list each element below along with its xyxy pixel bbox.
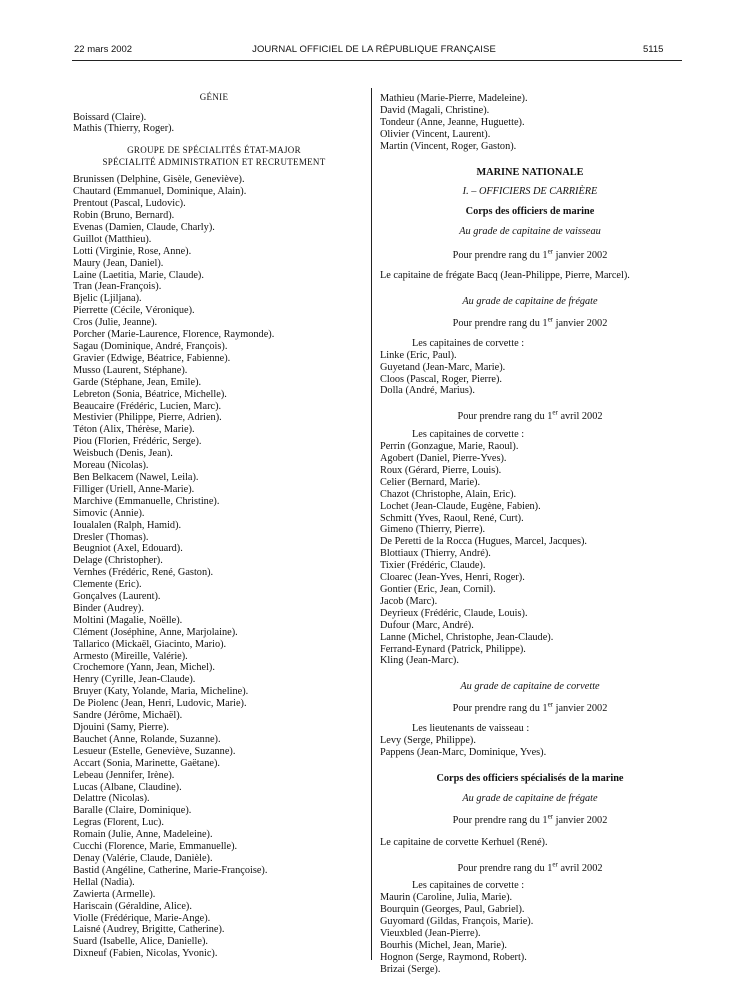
- list-item: Cros (Julie, Jeanne).: [73, 317, 158, 329]
- list-item: Beugniot (Axel, Edouard).: [73, 543, 183, 555]
- list-item: Boissard (Claire).: [73, 111, 147, 123]
- list-item: Crochemore (Yann, Jean, Michel).: [73, 662, 215, 674]
- list-item: Linke (Eric, Paul).: [380, 349, 457, 361]
- list-item: Dufour (Marc, André).: [380, 619, 474, 631]
- list-item: Brunissen (Delphine, Gisèle, Geneviève).: [73, 174, 245, 186]
- list-item: Delattre (Nicolas).: [73, 793, 150, 805]
- list-item: Bastid (Angéline, Catherine, Marie-Françoise).: [73, 864, 268, 876]
- groupe-heading: GROUPE DE SPÉCIALITÉS ÉTAT-MAJOR: [127, 145, 301, 156]
- list-item: Romain (Julie, Anne, Madeleine).: [73, 829, 213, 841]
- list-item: Bauchet (Anne, Rolande, Suzanne).: [73, 733, 221, 745]
- list-item: Violle (Frédérique, Marie-Ange).: [73, 912, 211, 924]
- list-item: Pierrette (Cécile, Véronique).: [73, 305, 195, 317]
- list-item: Pappens (Jean-Marc, Dominique, Yves).: [380, 746, 547, 758]
- list-item: Cloarec (Jean-Yves, Henri, Roger).: [380, 572, 525, 584]
- right-column: [380, 93, 680, 976]
- capitaines-intro: Les capitaines de corvette :: [412, 429, 525, 441]
- list-item: Ferrand-Eynard (Patrick, Philippe).: [380, 643, 526, 655]
- list-item: Vieuxbled (Jean-Pierre).: [380, 928, 481, 940]
- list-item: Moreau (Nicolas).: [73, 460, 149, 472]
- list-item: Robin (Bruno, Bernard).: [73, 210, 175, 222]
- list-item: Laisné (Audrey, Brigitte, Catherine).: [73, 924, 225, 936]
- genie-list: [73, 112, 355, 136]
- list-item: Jacob (Marc).: [380, 595, 438, 607]
- list-item: Piou (Florien, Frédéric, Serge).: [73, 436, 202, 448]
- list-item: Levy (Serge, Philippe).: [380, 735, 476, 747]
- list-item: Hellal (Nadia).: [73, 876, 135, 888]
- list-item: Guillot (Matthieu).: [73, 233, 152, 245]
- list-item: Denay (Valérie, Claude, Danièle).: [73, 852, 213, 864]
- corps-specialises-heading: Corps des officiers spécialisés de la marine: [436, 772, 624, 784]
- list-item: De Piolenc (Jean, Henri, Ludovic, Marie).: [73, 698, 247, 710]
- list-item: Bruyer (Katy, Yolande, Maria, Micheline).: [73, 686, 249, 698]
- list-item: Moltini (Magalie, Noëlle).: [73, 614, 183, 626]
- list-item: Olivier (Vincent, Laurent).: [380, 128, 491, 140]
- officiers-heading: I. – OFFICIERS DE CARRIÈRE: [462, 186, 598, 198]
- list-item: Ben Belkacem (Nawel, Leila).: [73, 471, 199, 483]
- list-item: Gravier (Edwige, Béatrice, Fabienne).: [73, 352, 231, 364]
- list-item: Cucchi (Florence, Marie, Emmanuelle).: [73, 841, 238, 853]
- list-item: Tixier (Frédéric, Claude).: [380, 560, 486, 572]
- list-item: Bourhis (Michel, Jean, Marie).: [380, 939, 507, 951]
- list-item: Weisbuch (Denis, Jean).: [73, 448, 173, 460]
- list-item: Dixneuf (Fabien, Nicolas, Yvonic).: [73, 948, 218, 960]
- list-item: Porcher (Marie-Laurence, Florence, Raymonde).: [73, 329, 275, 341]
- fregate-avril-list: [380, 441, 680, 667]
- lieutenants-intro: Les lieutenants de vaisseau :: [412, 723, 530, 735]
- list-item: Lotti (Virginie, Rose, Anne).: [73, 245, 192, 257]
- list-item: Vernhes (Frédéric, René, Gaston).: [73, 567, 214, 579]
- specialite-heading: SPÉCIALITÉ ADMINISTRATION ET RECRUTEMENT: [102, 156, 326, 167]
- list-item: Delage (Christopher).: [73, 555, 163, 567]
- fregate-janvier-list: [380, 350, 680, 398]
- list-item: Binder (Audrey).: [73, 602, 144, 614]
- header-page-number: 5115: [643, 44, 664, 55]
- list-item: Gontier (Eric, Jean, Cornil).: [380, 584, 496, 595]
- administration-names-list: [73, 174, 355, 960]
- grade-vaisseau-heading: Au grade de capitaine de vaisseau: [459, 226, 601, 238]
- list-item: Henry (Cyrille, Jean-Claude).: [73, 674, 196, 686]
- list-item: Legras (Florent, Luc).: [73, 817, 164, 829]
- rang-date-line: Pour prendre rang du 1er janvier 2002: [452, 315, 608, 329]
- list-item: Téton (Alix, Thérèse, Marie).: [73, 424, 195, 436]
- list-item: Dresler (Thomas).: [73, 531, 149, 543]
- list-item: Bjelic (Ljiljana).: [73, 293, 142, 305]
- list-item: Lebreton (Sonia, Béatrice, Michelle).: [73, 388, 227, 400]
- list-item: Djouini (Samy, Pierre).: [73, 722, 169, 733]
- marine-heading: MARINE NATIONALE: [476, 166, 584, 178]
- list-item: Mathieu (Marie-Pierre, Madeleine).: [380, 93, 528, 104]
- rang-date-line: Pour prendre rang du 1er avril 2002: [457, 408, 603, 423]
- list-item: Tondeur (Anne, Jeanne, Huguette).: [380, 116, 525, 128]
- capitaine-corvette-line: Le capitaine de corvette Kerhuel (René).: [380, 836, 548, 848]
- list-item: Suard (Isabelle, Alice, Danielle).: [73, 936, 208, 948]
- list-item: Accart (Sonia, Marinette, Gaëtane).: [73, 757, 220, 769]
- column-divider: [371, 88, 372, 960]
- rang-date-line: Pour prendre rang du 1er janvier 2002: [452, 247, 608, 262]
- specialises-avril-list: [380, 892, 680, 975]
- list-item: Laine (Laetitia, Marie, Claude).: [73, 269, 204, 281]
- list-item: Sagau (Dominique, André, François).: [73, 341, 228, 352]
- list-item: Gimeno (Thierry, Pierre).: [380, 524, 486, 536]
- list-item: Agobert (Daniel, Pierre-Yves).: [380, 453, 507, 465]
- list-item: Simovic (Annie).: [73, 507, 145, 519]
- list-item: Marchive (Emmanuelle, Christine).: [73, 495, 220, 507]
- list-item: Ioualalen (Ralph, Hamid).: [73, 519, 182, 531]
- grade-fregate-heading-2: Au grade de capitaine de frégate: [462, 792, 598, 804]
- list-item: Blottiaux (Thierry, André).: [380, 548, 491, 560]
- rang-date-line: Pour prendre rang du 1er janvier 2002: [452, 700, 608, 715]
- capitaines-intro: Les capitaines de corvette :: [412, 337, 525, 349]
- list-item: Zawierta (Armelle).: [73, 888, 156, 900]
- list-item: Musso (Laurent, Stéphane).: [73, 364, 188, 376]
- list-item: Martin (Vincent, Roger, Gaston).: [380, 140, 517, 152]
- list-item: Guyomard (Gildas, François, Marie).: [380, 916, 534, 928]
- list-item: Hognon (Serge, Raymond, Robert).: [380, 951, 527, 963]
- list-item: Tran (Jean-François).: [73, 281, 162, 293]
- list-item: Hariscain (Géraldine, Alice).: [73, 900, 192, 912]
- rang-date-line: Pour prendre rang du 1er avril 2002: [457, 860, 603, 874]
- list-item: Celier (Bernard, Marie).: [380, 476, 481, 488]
- list-item: Lesueur (Estelle, Geneviève, Suzanne).: [73, 745, 236, 757]
- list-item: Filliger (Uriell, Anne-Marie).: [73, 483, 195, 495]
- list-item: Garde (Stéphane, Jean, Emile).: [73, 376, 202, 388]
- list-item: Deyrieux (Frédéric, Claude, Louis).: [380, 607, 528, 619]
- left-column: [73, 92, 355, 960]
- list-item: Lanne (Michel, Christophe, Jean-Claude).: [380, 631, 554, 643]
- list-item: Clemente (Eric).: [73, 579, 142, 591]
- continued-names-list: [380, 93, 680, 153]
- capitaines-intro: Les capitaines de corvette :: [412, 880, 525, 892]
- corps-officiers-heading: Corps des officiers de marine: [465, 206, 595, 218]
- list-item: Tallarico (Mickaël, Giacinto, Mario).: [73, 638, 227, 650]
- list-item: Lochet (Jean-Claude, Eugène, Fabien).: [380, 500, 541, 512]
- list-item: Maurin (Caroline, Julia, Marie).: [380, 892, 513, 904]
- list-item: Roux (Gérard, Pierre, Louis).: [380, 464, 502, 476]
- capitaine-fregate-line: Le capitaine de frégate Bacq (Jean-Philippe, Pierre, Marcel).: [380, 270, 630, 282]
- list-item: Beaucaire (Frédéric, Lucien, Marc).: [73, 400, 222, 412]
- header-title: JOURNAL OFFICIEL DE LA RÉPUBLIQUE FRANÇAISE: [252, 44, 496, 55]
- list-item: Baralle (Claire, Dominique).: [73, 805, 192, 817]
- list-item: Bourquin (Georges, Paul, Gabriel).: [380, 904, 525, 916]
- list-item: Sandre (Jérôme, Michaël).: [73, 710, 183, 722]
- list-item: Maury (Jean, Daniel).: [73, 257, 164, 269]
- list-item: Evenas (Damien, Claude, Charly).: [73, 221, 215, 233]
- list-item: Perrin (Gonzague, Marie, Raoul).: [380, 441, 519, 453]
- list-item: Kling (Jean-Marc).: [380, 655, 459, 667]
- list-item: Dolla (André, Marius).: [380, 385, 475, 397]
- grade-corvette-heading: Au grade de capitaine de corvette: [460, 681, 600, 693]
- list-item: Brizai (Serge).: [380, 963, 441, 975]
- list-item: Chautard (Emmanuel, Dominique, Alain).: [73, 186, 247, 198]
- list-item: Guyetand (Jean-Marc, Marie).: [380, 361, 506, 373]
- genie-heading: GÉNIE: [199, 92, 229, 102]
- list-item: Schmitt (Yves, Raoul, René, Curt).: [380, 512, 524, 524]
- header-date: 22 mars 2002: [74, 44, 133, 55]
- header-rule: [72, 60, 682, 61]
- list-item: Gonçalves (Laurent).: [73, 591, 161, 603]
- rang-date-line: Pour prendre rang du 1er janvier 2002: [452, 812, 608, 826]
- list-item: Lebeau (Jennifer, Irène).: [73, 769, 175, 781]
- list-item: Prentout (Pascal, Ludovic).: [73, 198, 186, 210]
- list-item: David (Magali, Christine).: [380, 104, 490, 116]
- list-item: Mestivier (Philippe, Pierre, Adrien).: [73, 412, 222, 424]
- list-item: Mathis (Thierry, Roger).: [73, 123, 175, 135]
- list-item: Cloos (Pascal, Roger, Pierre).: [380, 373, 502, 385]
- corvette-list: [380, 735, 680, 759]
- list-item: Lucas (Albane, Claudine).: [73, 781, 182, 793]
- grade-fregate-heading: Au grade de capitaine de frégate: [462, 295, 598, 307]
- list-item: Armesto (Mireille, Valérie).: [73, 650, 188, 662]
- list-item: Clément (Joséphine, Anne, Marjolaine).: [73, 626, 238, 638]
- list-item: De Peretti de la Rocca (Hugues, Marcel, Jacques).: [380, 536, 587, 548]
- list-item: Chazot (Christophe, Alain, Eric).: [380, 488, 517, 500]
